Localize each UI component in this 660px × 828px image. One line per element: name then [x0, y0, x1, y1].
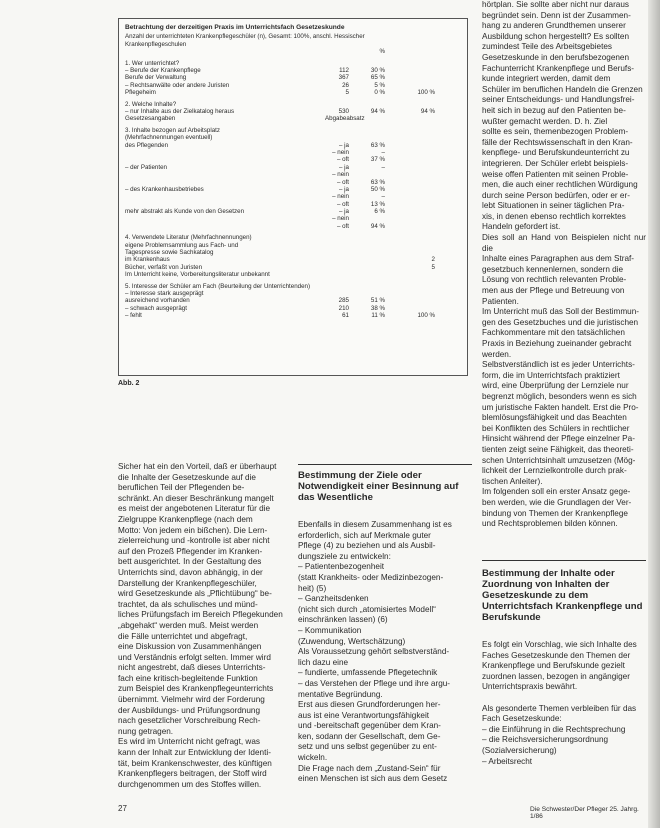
text-line: aus ist eine Verantwortungsfähigkeit [298, 710, 430, 720]
text-line: einen Menschen ist sich aus dem Gesetz [298, 774, 448, 784]
row-value: 30 % [370, 67, 385, 75]
row-value: 367 [338, 74, 349, 82]
text-line: durch seine Person bedürfen, oder er er- [482, 190, 630, 200]
text-line: Es wird im Unterricht nicht gefragt, was [118, 737, 260, 747]
figure-row [125, 215, 461, 222]
row-label: – schwach ausgeprägt [125, 304, 187, 312]
text-line: Darstellung der Krankenpflegeschüler, [118, 578, 257, 588]
page-shadow-edge [648, 0, 660, 828]
row-value: – [381, 148, 385, 156]
middle-heading: Bestimmung der Ziele oder Notwendigkeit einer Besinnung auf das Wesentliche [298, 470, 459, 503]
row-label: Im Unterricht keine, Vorbereitungsliteratur unbekannt [125, 271, 270, 279]
page-number: 27 [118, 804, 127, 813]
row-value: 285 [338, 297, 349, 305]
text-line: blemlösungsfähigkeit und das Beachten [482, 413, 627, 423]
text-line: hörtplan. Sie sollte aber nicht nur daraus [482, 0, 630, 9]
text-line: nicht angestrebt, daß dieses Unterrichts- [118, 663, 266, 673]
row-label: des Pflegenden [125, 141, 169, 149]
row-value: 94 % [370, 107, 385, 115]
row-label: Pflegeheim [125, 89, 156, 97]
row-label: – nur Inhalte aus der Zielkatalog heraus [125, 107, 235, 115]
figure-intro-line: Anzahl der unterrichteten Krankenpflegeschüler (n), Gesamt: 100%, anschl. Hessischer [125, 33, 365, 41]
row-label: im Krankenhaus [125, 256, 170, 264]
row-label: – des Krankenhausbetriebes [125, 185, 204, 193]
row-value: – oft [336, 156, 349, 164]
figure-row [125, 149, 461, 156]
text-line: Im Unterricht muß das Soll der Bestimmun- [482, 307, 639, 317]
row-value: 0 % [374, 89, 385, 97]
figure-row [125, 201, 461, 208]
text-line: die Inhalte der Gesetzeskunde auf die [118, 472, 256, 482]
text-line: – Ganzheitsdenken [298, 594, 369, 604]
text-line: Ausbildung schon hergestellt? Es sollten [482, 31, 630, 41]
text-line: gesetzbuch kennenlernen, sondern die [482, 264, 624, 274]
text-line: bei Konflikten des Schülers in rechtlicher [482, 423, 630, 433]
middle-column-text [298, 520, 472, 800]
row-value: 26 [342, 81, 349, 89]
text-line: trachtet, da als schulisches und münd- [118, 599, 258, 609]
row-value: 13 % [370, 200, 385, 208]
text-line: setz und uns selbst gegenüber zu ent- [298, 742, 437, 752]
text-line: Fachunterricht Krankenpflege und Berufs- [482, 63, 635, 73]
text-line: fach eine kritisch-begleitende Funktion [118, 673, 258, 683]
row-value: – [381, 193, 385, 201]
text-line: Krankenpflegers beitragen, der Stoff wird [118, 769, 267, 779]
text-line: schen Unterrichtsinhalt umzusetzen (Mög- [482, 455, 636, 465]
text-line: Fachkommentare mit den tatsächlichen [482, 328, 625, 338]
text-line: dungsziele zu entwickeln: [298, 551, 391, 561]
figure-row [125, 156, 461, 163]
figure-row [125, 179, 461, 186]
row-value: 210 [338, 304, 349, 312]
text-line: kann der Inhalt zur Entwicklung der Identi- [118, 748, 271, 758]
text-line: Praxis in Beziehung zueinander gebracht [482, 339, 632, 348]
figure-row [125, 297, 461, 304]
text-line: „abgehakt“ werden muß. Meist werden [118, 620, 259, 630]
row-label: – Interesse stark ausgeprägt [125, 290, 204, 298]
text-line: – die Reichsversicherungsordnung [482, 735, 609, 745]
text-line: Motto: Von jedem ein bißchen). Die Lern- [118, 525, 268, 535]
figure-row [125, 312, 461, 319]
row-value: 100 % [417, 89, 435, 97]
row-value: – [381, 163, 385, 171]
text-line: – Arbeitsrecht [482, 756, 533, 766]
text-line: hang zu anderen Grundthemen unserer [482, 21, 626, 31]
figure-section-heading: 5. Interesse der Schüler am Fach (Beurteilung der Unterrichtenden) [125, 282, 311, 290]
heading-rule [482, 560, 646, 561]
text-line: xis, in denen ebenso rechtlich korrektes [482, 211, 626, 221]
text-line [482, 693, 646, 704]
figure-row [125, 249, 461, 256]
figure-row [125, 186, 461, 193]
row-label: Gesetzesangaben [125, 115, 176, 123]
row-value: 112 [339, 67, 349, 75]
text-line: der Ausbildungs- und Prüfungsordnung [118, 705, 261, 715]
figure-section-subheading: (Mehrfachnennungen eventuell) [125, 134, 213, 142]
text-line: bindung von Themen der Krankenpflege [482, 508, 628, 518]
text-line: seiner Entscheidungs- und Handlungsfrei- [482, 95, 635, 105]
text-line: nung getragen. [118, 726, 174, 736]
row-value: 6 % [374, 208, 385, 216]
text-line: es meist der angebotenen Literatur für die [118, 504, 271, 514]
figure-row [125, 256, 461, 263]
row-value: 5 [345, 89, 349, 97]
row-value: – oft [336, 222, 349, 230]
text-line: weise offen Patienten mit seinen Proble- [482, 169, 629, 179]
figure-row [125, 142, 461, 149]
text-line: mentative Begründung. [298, 689, 383, 699]
text-line: Handeln gefordert ist. [482, 222, 561, 232]
text-line: begründet sein. Denn ist der Zusammen- [482, 10, 631, 20]
text-line: und -bereitschaft gegenüber dem Kran- [298, 721, 441, 731]
row-value: – oft [336, 200, 349, 208]
row-label: – fehlt [125, 312, 142, 320]
row-value: 94 % [370, 222, 385, 230]
text-line: lichkeit der Lernzielkontrolle durch prak- [482, 466, 627, 476]
text-line: heit sich in bezug auf den Patienten be- [482, 105, 626, 115]
figure-row [125, 115, 461, 122]
figure-row [125, 305, 461, 312]
text-line: integrieren. Der Schüler erlebt beispiels- [482, 158, 629, 168]
row-value: 65 % [370, 74, 385, 82]
row-value: Abgabeabsatz [325, 115, 365, 123]
text-line: gen des Gesetzbuches und die juristischen [482, 317, 639, 327]
text-line: Ebenfalls in diesem Zusammenhang ist es [298, 520, 452, 529]
text-line: bett ausgerichtet. In der Gestaltung des [118, 557, 262, 567]
text-line: Inhalte eines Paragraphen aus dem Straf- [482, 254, 635, 264]
text-line: – Kommunikation [298, 625, 362, 635]
figure-section-heading: 2. Welche Inhalte? [125, 100, 177, 108]
figure-section-heading: 4. Verwendete Literatur (Mehrfachnennungen) [125, 234, 252, 242]
text-line: Sicher hat ein den Vorteil, daß er überhaupt [118, 462, 277, 471]
text-line: ben werden, wie die Grundlagen der Ver- [482, 497, 632, 507]
figure-row [125, 74, 461, 81]
row-label: – Rechtsanwälte oder andere Juristen [125, 81, 230, 89]
text-line: zuordnen lassen, bezogen in angängiger [482, 671, 630, 681]
text-line: Hinsicht während der Pflege einzelner Pa- [482, 434, 635, 444]
text-line: Als gesonderte Themen verbleiben für das [482, 703, 637, 713]
figure-sections [125, 56, 461, 320]
text-line: Die Frage nach dem „Zustand-Sein“ für [298, 763, 441, 773]
text-line: schränkt. An dieser Beschränkung mangelt [118, 493, 274, 503]
text-line: (Zuwendung, Wertschätzung) [298, 636, 406, 646]
row-label: – der Patienten [125, 163, 167, 171]
text-line: fälle der Rechtswissenschaft in den Kran- [482, 137, 633, 147]
row-value: – ja [339, 208, 349, 216]
row-label: mehr abstrakt als Kunde von den Gesetzen [125, 208, 245, 216]
figure-row [125, 264, 461, 271]
text-line: Krankenpflege und Berufskunde gezielt [482, 661, 625, 671]
figure-percent-header-row [125, 48, 461, 55]
row-value: 11 % [371, 312, 385, 320]
figure-row [125, 108, 461, 115]
figure-table [118, 18, 468, 376]
text-line: tät, beim Krankenschwester, des künftigen [118, 758, 272, 768]
row-value: – ja [339, 141, 349, 149]
row-value: 37 % [370, 156, 385, 164]
text-line: zielerreichung und -kontrolle ist aber nicht [118, 536, 270, 546]
text-line: Patienten. [482, 296, 519, 306]
text-line: beruflichen Teil der Pflegenden be- [118, 483, 245, 493]
row-value: – nein [332, 193, 349, 201]
text-line: tienten zeigt seine Fähigkeit, das theoreti- [482, 444, 634, 454]
figure-row [125, 242, 461, 249]
figure-row [125, 67, 461, 74]
text-line: men, die auch einer rechtlichen Würdigung [482, 180, 638, 190]
text-line: um juristische Fakten handelt. Erst die Pro- [482, 402, 639, 412]
text-line: erforderlich, sich auf Merkmale guter [298, 530, 431, 540]
text-line: Im folgenden soll ein erster Ansatz gege- [482, 487, 631, 497]
text-line: Unterrichts sind, davon abhängig, in der [118, 567, 263, 577]
figure-row [125, 271, 461, 278]
text-line: wickeln. [298, 753, 328, 763]
row-label: – Berufe der Krankenpflege [125, 67, 201, 75]
text-line: lebt Situationen in seiner täglichen Pra- [482, 201, 625, 211]
row-label: eigene Problemsammlung aus Fach- und [125, 241, 239, 249]
text-line: wird, eine Überprüfung der Lernziele nur [482, 381, 629, 391]
text-line: zumindest Teile des Arbeitsgebietes [482, 42, 613, 52]
row-value: 38 % [370, 304, 385, 312]
text-line: – fundierte, umfassende Pflegetechnik [298, 668, 438, 678]
text-line: die Fälle unterrichtet und abgefragt, [118, 631, 248, 641]
text-line: Schüler im beruflichen Handeln die Grenzen [482, 84, 643, 94]
text-line: Selbstverständlich ist es jeder Unterrichts- [482, 360, 635, 370]
text-line: und Verständnis erfolgt selten. Immer wird [118, 652, 271, 662]
row-value: 100 % [417, 312, 435, 320]
row-value: – nein [332, 171, 349, 179]
text-line: eine Diskussion von Zusammenhängen [118, 642, 262, 652]
figure-row [125, 89, 461, 96]
right-heading: Bestimmung der Inhalte oder Zuordnung von Inhalten der Gesetzeskunde zu dem Unterrichtsfach Krankenpflege und Berufskunde [482, 568, 643, 623]
text-line: begrenzt möglich, besonders wenn es sich [482, 391, 637, 401]
row-value: – nein [332, 148, 349, 156]
row-value: – ja [339, 163, 349, 171]
text-line: kunde integriert werden, damit dem [482, 74, 611, 84]
text-line: – Patientenbezogenheit [298, 562, 385, 572]
text-line: Pflege (4) zu beziehen und als Ausbil- [298, 541, 436, 551]
figure-row [125, 223, 461, 230]
figure-row [125, 208, 461, 215]
row-value: 63 % [370, 141, 385, 149]
text-line: tischen Anleiter). [482, 476, 543, 486]
text-line: Lösung von rechtlich relevanten Proble- [482, 275, 627, 285]
text-line: form, die im Unterrichtsfach praktiziert [482, 370, 620, 380]
heading-rule [298, 464, 472, 465]
figure-row [125, 193, 461, 200]
text-line: übernimmt. Vielmehr wird der Forderung [118, 695, 265, 705]
text-line: kenpflege- und Berufskundeunterricht zu [482, 148, 630, 158]
text-line: Es folgt ein Vorschlag, wie sich Inhalte des [482, 640, 637, 649]
text-line: lich dazu eine [298, 657, 349, 667]
text-line: Unterrichtspraxis bewährt. [482, 682, 578, 692]
row-value: 63 % [370, 178, 385, 186]
figure-intro-line: Krankenpflegeschulen [125, 40, 187, 48]
text-line: werden. [482, 349, 512, 359]
text-line: (Sozialversicherung) [482, 745, 557, 755]
figure-section-heading: 1. Wer unterrichtet? [125, 59, 180, 67]
text-line: wußter gemacht werden. D. h. Ziel [482, 116, 608, 126]
text-line: Als Voraussetzung gehört selbstverständ- [298, 647, 450, 657]
row-value: 61 [342, 312, 349, 320]
figure-row [125, 290, 461, 297]
text-line: ken, sodann der Gesellschaft, dem Ge- [298, 731, 441, 741]
text-line: – die Einführung in die Rechtsprechung [482, 724, 626, 734]
text-line: wird Gesetzeskunde als „Pflichtübung“ be- [118, 589, 272, 599]
text-line: auf den Prozeß Pflegender im Kranken- [118, 546, 263, 556]
text-line: men aus der Pflege und Betreuung von [482, 286, 625, 296]
row-value: 5 % [374, 81, 385, 89]
row-label: Berufe der Verwaltung [125, 74, 187, 82]
text-line: zum Beispiel des Krankenpflegeunterrichts [118, 684, 274, 694]
text-line: (statt Krankheits- oder Medizinbezogen- [298, 572, 444, 582]
row-value: 530 [338, 107, 349, 115]
row-label: ausreichend vorhanden [125, 297, 190, 305]
row-value: – nein [332, 215, 349, 223]
text-line: und Rechtsproblemen bilden können. [482, 519, 618, 529]
text-line: nach gesetzlicher Vorschreibung Rech- [118, 716, 261, 726]
text-line: – das Verstehen der Pflege und ihre argu- [298, 678, 451, 688]
text-line: einschränken lassen) (6) [298, 615, 388, 625]
figure-section-heading: 3. Inhalte bezogen auf Arbeitsplatz [125, 126, 220, 134]
figure-row [125, 171, 461, 178]
text-line: liches Prüfungsfach im Bereich Pflegekunden [118, 610, 283, 620]
text-line: Faches Gesetzeskunde den Themen der [482, 650, 631, 660]
percent-header: % [379, 48, 385, 56]
figure-title: Betrachtung der derzeitigen Praxis im Unterrichtsfach Gesetzeskunde [125, 24, 345, 31]
text-line: Zielgruppe Krankenpflege (nach dem [118, 514, 253, 524]
row-value: – ja [339, 185, 349, 193]
figure-row [125, 164, 461, 171]
left-column-text [118, 462, 286, 798]
text-line: (nicht sich durch „atomisiertes Modell“ [298, 604, 436, 614]
text-line: sollte es sein, themenbezogen Problem- [482, 127, 629, 137]
figure-row [125, 82, 461, 89]
text-line: Dies soll an Hand von Beispielen nicht nur die [482, 233, 646, 253]
right-column-bottom-text [482, 640, 646, 790]
journal-footer: Die Schwester/Der Pfleger 25. Jahrg. 1/86 [530, 806, 639, 820]
figure-caption: Abb. 2 [118, 380, 140, 387]
row-value: 2 [431, 256, 435, 264]
row-label: Tagespresse sowie Sachkatalog [125, 249, 214, 257]
text-line: heit) (5) [298, 583, 327, 593]
row-value: 50 % [370, 185, 385, 193]
text-line: durchgenommen um des Stoffes willen. [118, 779, 262, 789]
text-line: Gesetzeskunde in den berufsbezogenen [482, 52, 630, 62]
text-line: Fach Gesetzeskunde: [482, 714, 562, 724]
text-line: Erst aus diesen Grundforderungen her- [298, 700, 441, 710]
row-value: 5 [431, 263, 435, 271]
right-column-top-text [482, 0, 646, 530]
row-value: – oft [336, 178, 349, 186]
row-value: 94 % [420, 107, 435, 115]
row-label: Bücher, verfaßt von Juristen [125, 263, 203, 271]
row-value: 51 % [370, 297, 385, 305]
